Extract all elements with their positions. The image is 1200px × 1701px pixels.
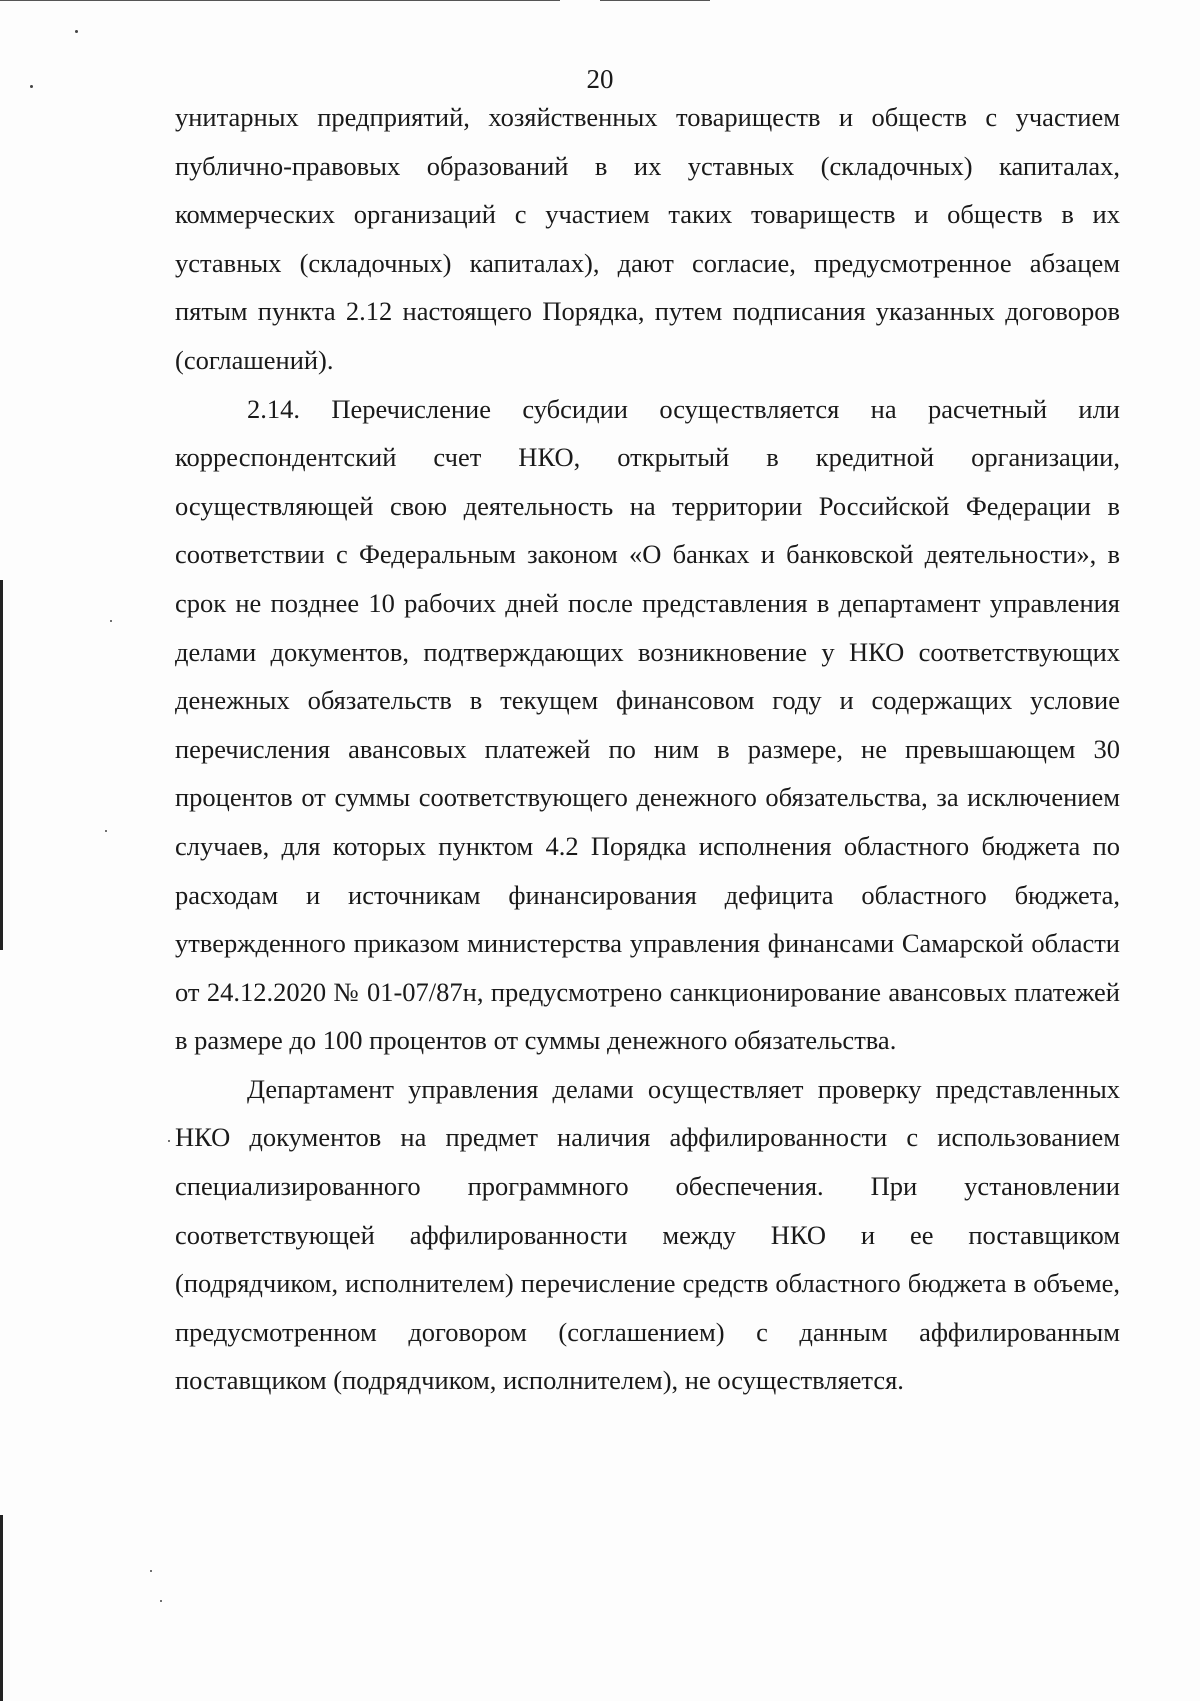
paragraph-2-14: 2.14. Перечисление субсидии осуществляется на расчетный или корреспондентский счет НКО, открытый в кредитной организации, осуществляющей свою деятельность на территории Российской Федерации в соответствии с Федеральным законом «О банках и банковской деятельности», в срок не позднее 10 рабочих дней после представления в департамент управления делами документов, подтверждающих возникновение у НКО соответствующих денежных обязательств в текущем финансовом году и содержащих условие перечисления авансовых платежей по ним в размере, не превышающем 30 процентов от суммы соответствующего денежного обязательства, за исключением случаев, для которых пунктом 4.2 Порядка исполнения областного бюджета по расходам и источникам финансирования дефицита областного бюджета, утвержденного приказом министерства управления финансами Самарской области от 24.12.2020 № 01-07/87н, предусмотрено санкционирование авансовых платежей в размере до 100 процентов от суммы денежного обязательства. (175, 393, 1120, 1056)
scan-speck (160, 1600, 162, 1602)
scan-speck (168, 1140, 170, 1142)
paragraph: унитарных предприятий, хозяйственных товариществ и обществ с участием публично-правовых образований в их уставных (складочных) капиталах, коммерческих организаций с участием таких товариществ и обществ в их уставных (складочных) капиталах), дают согласие, предусмотренное абзацем пятым пункта 2.12 настоящего Порядка, путем подписания указанных договоров (соглашений). (175, 102, 1120, 375)
scan-edge-top-right (600, 0, 710, 1)
scan-edge-top (0, 0, 560, 1)
scan-edge-left-lower (0, 1515, 3, 1701)
scan-speck (150, 1570, 152, 1572)
scan-speck (110, 620, 112, 622)
scan-speck (75, 30, 78, 33)
scan-speck (105, 830, 107, 832)
paragraph-affiliation-check: Департамент управления делами осуществляет проверку представленных НКО документов на предмет наличия аффилированности с использованием специализированного программного обеспечения. При установлении соответствующей аффилированности между НКО и ее поставщиком (подрядчиком, исполнителем) перечисление средств областного бюджета в объеме, предусмотренном договором (соглашением) с данным аффилированным поставщиком (подрядчиком, исполнителем), не осуществляется. (175, 1073, 1120, 1396)
scan-edge-left (0, 580, 3, 950)
document-body (175, 93, 1120, 1405)
page-number: 20 (586, 64, 614, 94)
